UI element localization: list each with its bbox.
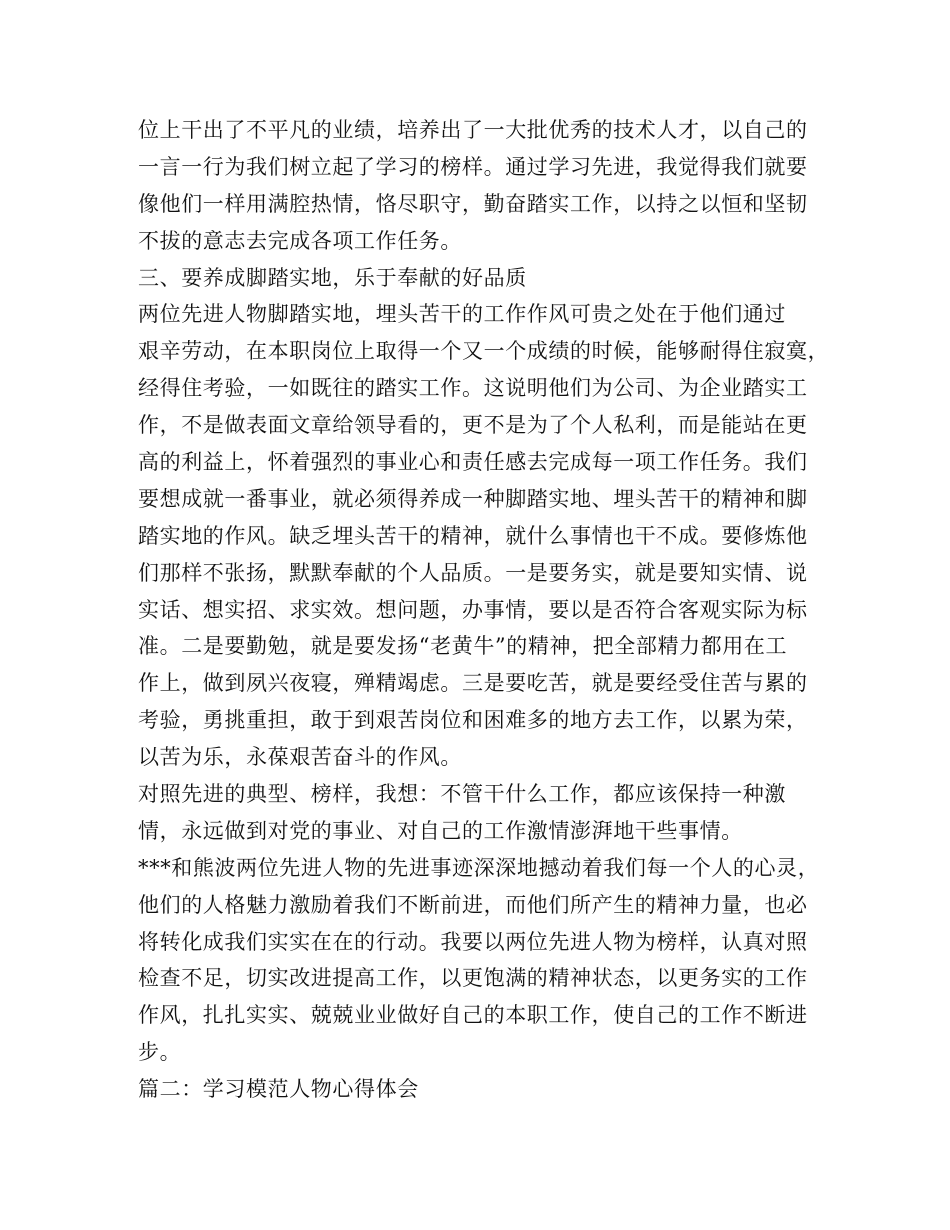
text-line: 将转化成我们实实在在的行动。我要以两位先进人物为榜样，认真对照 xyxy=(138,929,808,954)
text-line: 作风，扎扎实实、兢兢业业做好自己的本职工作，使自己的工作不断进 xyxy=(138,1003,808,1028)
text-line: 实话、想实招、求实效。想问题，办事情，要以是否符合客观实际为标 xyxy=(138,597,808,622)
text-line: 作，不是做表面文章给领导看的，更不是为了个人私利，而是能站在更 xyxy=(138,413,808,438)
section-heading: 三、要养成脚踏实地，乐于奉献的好品质 xyxy=(138,265,527,290)
text-line: 高的利益上，怀着强烈的事业心和责任感去完成每一项工作任务。我们 xyxy=(138,450,808,475)
text-line: 情，永远做到对党的事业、对自己的工作激情澎湃地干些事情。 xyxy=(138,818,743,843)
text-line: 要想成就一番事业，就必须得养成一种脚踏实地、埋头苦干的精神和脚 xyxy=(138,486,808,511)
text-line: ***和熊波两位先进人物的先进事迹深深地撼动着我们每一个人的心灵， xyxy=(138,855,820,880)
article-title: 篇二：学习模范人物心得体会 xyxy=(138,1077,419,1102)
text-line: 他们的人格魅力激励着我们不断前进，而他们所产生的精神力量，也必 xyxy=(138,892,808,917)
text-line: 们那样不张扬，默默奉献的个人品质。一是要务实，就是要知实情、说 xyxy=(138,560,808,585)
text-line: 作上，做到夙兴夜寝，殚精竭虑。三是要吃苦，就是要经受住苦与累的 xyxy=(138,671,808,696)
text-line: 踏实地的作风。缺乏埋头苦干的精神，就什么事情也干不成。要修炼他 xyxy=(138,523,808,548)
text-line: 不拔的意志去完成各项工作任务。 xyxy=(138,228,462,253)
document-body xyxy=(138,112,828,1108)
text-line: 考验，勇挑重担，敢于到艰苦岗位和困难多的地方去工作，以累为荣， xyxy=(138,708,808,733)
text-line: 位上干出了不平凡的业绩，培养出了一大批优秀的技术人才，以自己的 xyxy=(138,118,808,142)
text-line: 对照先进的典型、榜样，我想：不管干什么工作，都应该保持一种激 xyxy=(138,782,786,807)
text-line: 两位先进人物脚踏实地，埋头苦干的工作作风可贵之处在于他们通过 xyxy=(138,302,786,327)
text-line: 一言一行为我们树立起了学习的榜样。通过学习先进，我觉得我们就要 xyxy=(138,154,808,179)
text-line: 检查不足，切实改进提高工作，以更饱满的精神状态，以更务实的工作 xyxy=(138,966,808,991)
text-line: 像他们一样用满腔热情，恪尽职守，勤奋踏实工作，以持之以恒和坚韧 xyxy=(138,191,808,216)
text-line: 经得住考验，一如既往的踏实工作。这说明他们为公司、为企业踏实工 xyxy=(138,376,808,401)
text-line: 步。 xyxy=(138,1040,182,1065)
text-line: 以苦为乐，永葆艰苦奋斗的作风。 xyxy=(138,745,462,770)
text-line: 艰辛劳动，在本职岗位上取得一个又一个成绩的时候，能够耐得住寂寞， xyxy=(138,339,830,364)
text-line: 准。二是要勤勉，就是要发扬“老黄牛”的精神，把全部精力都用在工 xyxy=(138,634,788,659)
